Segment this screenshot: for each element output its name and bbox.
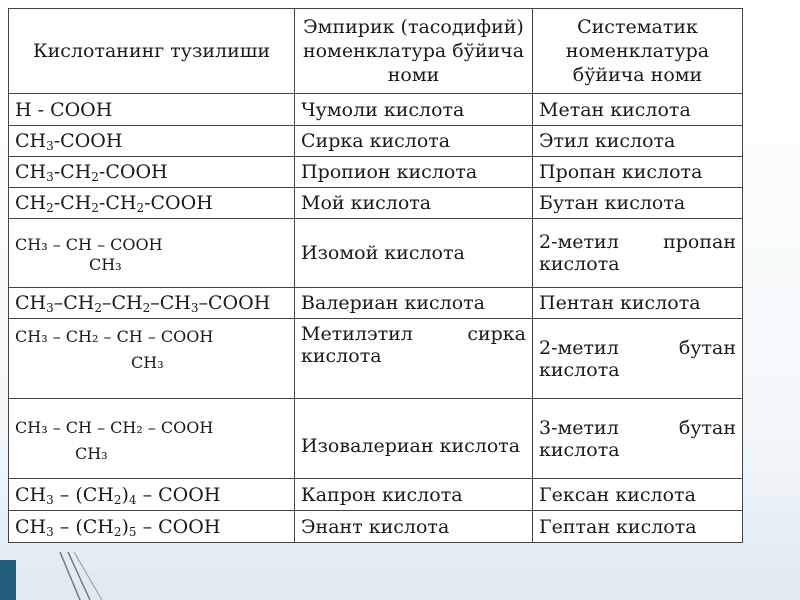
structure-formula-branched — [9, 399, 295, 479]
empirical-name-line-1: Метилэтил сирка — [301, 323, 526, 345]
empirical-name: Сирка кислота — [295, 126, 533, 157]
formula-subscript: 3 — [46, 301, 54, 315]
structure-formula — [9, 157, 295, 188]
empirical-name: Энант кислота — [295, 511, 533, 543]
systematic-name-line-2: кислота — [539, 438, 620, 461]
formula-part: H - COOH — [15, 98, 113, 121]
systematic-name: Этил кислота — [533, 126, 743, 157]
formula-main-chain: CH₃ – CH – COOH — [15, 235, 163, 254]
formula-branch: CH₃ — [75, 443, 108, 463]
empirical-name: Валериан кислота — [295, 288, 533, 319]
systematic-name: Пентан кислота — [533, 288, 743, 319]
structure-formula-branched — [9, 219, 295, 288]
decorative-lines — [40, 552, 160, 600]
empirical-name: Капрон кислота — [295, 479, 533, 511]
empirical-name-line-2: кислота — [301, 345, 382, 367]
formula-subscript: 3 — [46, 139, 54, 153]
empirical-name: Чумоли кислота — [295, 94, 533, 126]
formula-part: -CH — [53, 192, 92, 214]
systematic-name: Гептан кислота — [533, 511, 743, 543]
empirical-name: Пропион кислота — [295, 157, 533, 188]
empirical-name: Мой кислота — [295, 188, 533, 219]
table-row — [9, 288, 743, 319]
formula-subscript: 3 — [190, 301, 199, 315]
formula-subscript: 2 — [91, 201, 99, 215]
table-row — [9, 399, 743, 479]
formula-subscript: 3 — [46, 170, 54, 184]
systematic-name-line-1: 3-метил бутан — [539, 416, 736, 439]
formula-part: –COOH — [198, 292, 271, 314]
structure-formula-branched — [9, 319, 295, 399]
header-systematic-line-1: Систематик — [577, 16, 698, 38]
acid-table-container — [8, 8, 742, 543]
formula-subscript: 2 — [94, 301, 102, 315]
structure-formula — [9, 126, 295, 157]
empirical-name: Изомой кислота — [295, 219, 533, 288]
formula-part: –CH — [150, 292, 191, 314]
table-row — [9, 157, 743, 188]
header-empirical-name — [295, 9, 533, 94]
systematic-name: Гексан кислота — [533, 479, 743, 511]
header-systematic-line-2: номенклатура — [565, 40, 710, 62]
systematic-name: Пропан кислота — [533, 157, 743, 188]
systematic-name — [533, 219, 743, 288]
formula-part: – (CH — [53, 483, 114, 506]
formula-part: CH — [15, 483, 47, 506]
formula-subscript: 2 — [113, 524, 122, 539]
formula-part: -CH — [53, 161, 92, 183]
table-row — [9, 188, 743, 219]
empirical-name — [295, 319, 533, 399]
formula-main-chain: CH₃ – CH₂ – CH – COOH — [15, 327, 214, 346]
formula-main-chain: CH₃ – CH – CH₂ – COOH — [15, 417, 214, 437]
empirical-name: Изовалериан кислота — [295, 399, 533, 479]
systematic-name — [533, 399, 743, 479]
structure-formula — [9, 479, 295, 511]
systematic-name-line-1: 2-метил бутан — [539, 336, 736, 359]
systematic-name — [533, 319, 743, 399]
formula-subscript: 3 — [46, 492, 54, 507]
formula-part: -COOH — [98, 161, 168, 183]
header-empirical-line-1: Эмпирик (тасодифий) — [303, 16, 524, 38]
formula-part: CH — [15, 161, 47, 183]
formula-part: -CH — [98, 192, 137, 214]
formula-part: –CH — [102, 292, 143, 314]
formula-part: – (CH — [53, 515, 114, 538]
table-row — [9, 219, 743, 288]
formula-branch: CH₃ — [89, 255, 122, 274]
carboxylic-acid-nomenclature-table — [8, 8, 743, 543]
formula-part: CH — [15, 515, 47, 538]
structure-formula — [9, 511, 295, 543]
table-row — [9, 94, 743, 126]
header-empirical-line-2: номенклатура бўйича — [302, 40, 525, 62]
systematic-name: Метан кислота — [533, 94, 743, 126]
table-row — [9, 126, 743, 157]
systematic-name-line-2: кислота — [539, 253, 620, 275]
formula-subscript: 2 — [91, 170, 99, 184]
table-row — [9, 511, 743, 543]
table-row — [9, 319, 743, 399]
structure-formula — [9, 288, 295, 319]
slide-corner-accent — [0, 560, 16, 600]
formula-part: -COOH — [144, 192, 213, 214]
formula-part: CH — [15, 130, 47, 152]
header-structure: Кислотанинг тузилиши — [9, 9, 295, 94]
formula-part: CH — [15, 292, 47, 314]
header-systematic-name — [533, 9, 743, 94]
header-empirical-line-3: номи — [387, 64, 440, 86]
systematic-name-line-1: 2-метил пропан — [539, 231, 736, 253]
structure-formula — [9, 188, 295, 219]
formula-part: CH — [15, 192, 47, 214]
formula-branch: CH₃ — [131, 353, 164, 372]
formula-subscript: 2 — [46, 201, 54, 215]
formula-part: – COOH — [136, 483, 221, 506]
formula-subscript: 3 — [46, 524, 54, 539]
formula-subscript: 2 — [136, 201, 145, 215]
formula-part: –CH — [53, 292, 95, 314]
formula-part: ) — [121, 515, 129, 538]
formula-subscript: 4 — [128, 492, 137, 507]
formula-part: ) — [121, 483, 129, 506]
formula-subscript: 2 — [142, 301, 151, 315]
formula-part: -COOH — [53, 130, 123, 152]
formula-subscript: 2 — [113, 492, 122, 507]
table-header-row — [9, 9, 743, 94]
formula-subscript: 5 — [128, 524, 137, 539]
structure-formula — [9, 94, 295, 126]
header-systematic-line-3: бўйича номи — [572, 64, 703, 86]
systematic-name: Бутан кислота — [533, 188, 743, 219]
table-row — [9, 479, 743, 511]
formula-part: – COOH — [136, 515, 221, 538]
systematic-name-line-2: кислота — [539, 358, 620, 381]
